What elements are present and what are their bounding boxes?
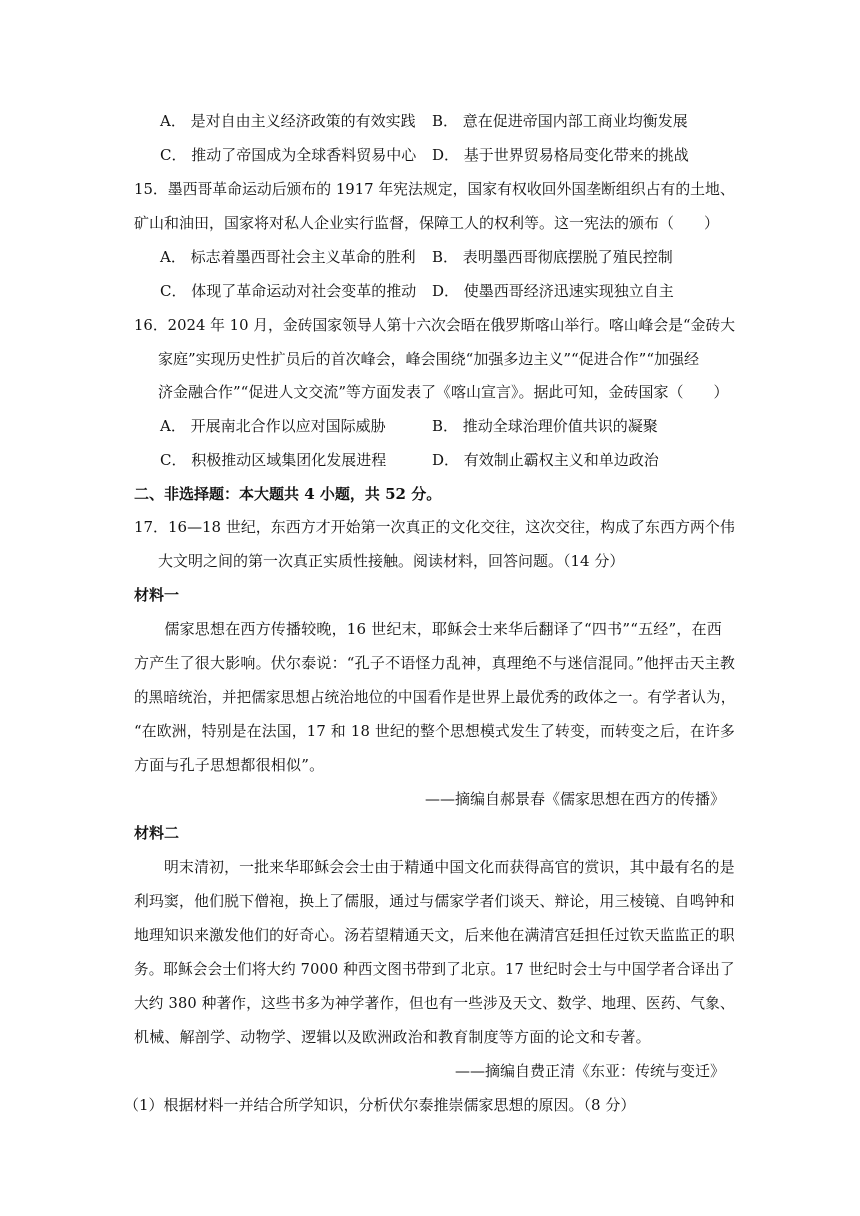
material2-title: 材料二 <box>134 824 180 842</box>
material2-line: 利玛窦，他们脱下僧袍，换上了儒服，通过与儒家学者们谈天、辩论，用三棱镜、自鸣钟和 <box>134 892 735 910</box>
material1-line: 的黑暗统治，并把儒家思想占统治地位的中国看作是世界上最优秀的政体之一。有学者认为， <box>134 688 736 706</box>
material1-line: “在欧洲，特别是在法国，17 和 18 世纪的整个思想模式发生了转变，而转变之后，在许多 <box>134 722 736 740</box>
material2-line: 机械、解剖学、动物学、逻辑以及欧洲政治和教育制度等方面的论文和专著。 <box>134 1028 651 1046</box>
material2-line: 明末清初，一批来华耶稣会会士由于精通中国文化而获得高官的赏识，其中最有名的是 <box>134 858 735 876</box>
q15-option-a: A． 标志着墨西哥社会主义革命的胜利 <box>160 248 416 266</box>
q15-stem-line1: 15．墨西哥革命运动后颁布的 1917 年宪法规定，国家有权收回外国垄断组织占有的土地、 <box>134 180 735 198</box>
material1-source: ——摘编自郝景春《儒家思想在西方的传播》 <box>424 790 725 808</box>
q17-stem-line1: 17．16—18 世纪，东西方才开始第一次真正的文化交往，这次交往，构成了东西方两个伟 <box>134 518 735 536</box>
q14-option-b: B． 意在促进帝国内部工商业均衡发展 <box>432 112 688 130</box>
q14-option-c: C． 推动了帝国成为全球香料贸易中心 <box>160 146 417 164</box>
q16-option-a: A． 开展南北合作以应对国际威胁 <box>160 417 386 435</box>
q16-stem-line2: 家庭”实现历史性扩员后的首次峰会，峰会围绕“加强多边主义”“促进合作”“加强经 <box>158 350 700 368</box>
q14-option-d: D． 基于世界贸易格局变化带来的挑战 <box>432 146 689 164</box>
material2-line: 地理知识来激发他们的好奇心。汤若望精通天文，后来他在满清宫廷担任过钦天监监正的职 <box>134 926 735 944</box>
q17-stem-line2: 大文明之间的第一次真正实质性接触。阅读材料，回答问题。（14 分） <box>158 552 625 570</box>
material1-line: 方产生了很大影响。伏尔泰说：“孔子不语怪力乱神，真理绝不与迷信混同。”他抨击天主教 <box>134 654 736 672</box>
q16-stem-line1: 16．2024 年 10 月，金砖国家领导人第十六次会晤在俄罗斯喀山举行。喀山峰会是“金砖大 <box>134 316 736 334</box>
material1-line: 方面与孔子思想都很相似”。 <box>134 756 325 774</box>
section-heading: 二、非选择题：本大题共 4 小题，共 52 分。 <box>134 485 442 503</box>
material2-line: 大约 380 种著作，这些书多为神学著作，但也有一些涉及天文、数学、地理、医药、气象、 <box>134 994 735 1012</box>
q16-option-c: C． 积极推动区域集团化发展进程 <box>160 451 387 469</box>
material1-title: 材料一 <box>134 586 180 604</box>
q15-stem-line2: 矿山和油田，国家将对私人企业实行监督，保障工人的权利等。这一宪法的颁布（ ） <box>134 214 720 232</box>
q16-option-b: B． 推动全球治理价值共识的凝聚 <box>432 417 658 435</box>
q16-option-d: D． 有效制止霸权主义和单边政治 <box>432 451 659 469</box>
q15-option-b: B． 表明墨西哥彻底摆脱了殖民控制 <box>432 248 673 266</box>
q16-stem-line3: 济金融合作”“促进人文交流”等方面发表了《喀山宣言》。据此可知，金砖国家（ ） <box>158 383 729 401</box>
q15-option-c: C． 体现了革命运动对社会变革的推动 <box>160 282 417 300</box>
material2-line: 务。耶稣会会士们将大约 7000 种西文图书带到了北京。17 世纪时会士与中国学者合译出了 <box>134 960 735 978</box>
material1-line: 儒家思想在西方传播较晚，16 世纪末，耶稣会士来华后翻译了“四书”“五经”，在西 <box>134 620 722 638</box>
q15-option-d: D． 使墨西哥经济迅速实现独立自主 <box>432 282 674 300</box>
q17-subquestion-1: （1）根据材料一并结合所学知识，分析伏尔泰推崇儒家思想的原因。（8 分） <box>124 1096 636 1114</box>
material2-source: ——摘编自费正清《东亚：传统与变迁》 <box>454 1062 725 1080</box>
q14-option-a: A． 是对自由主义经济政策的有效实践 <box>160 112 416 130</box>
